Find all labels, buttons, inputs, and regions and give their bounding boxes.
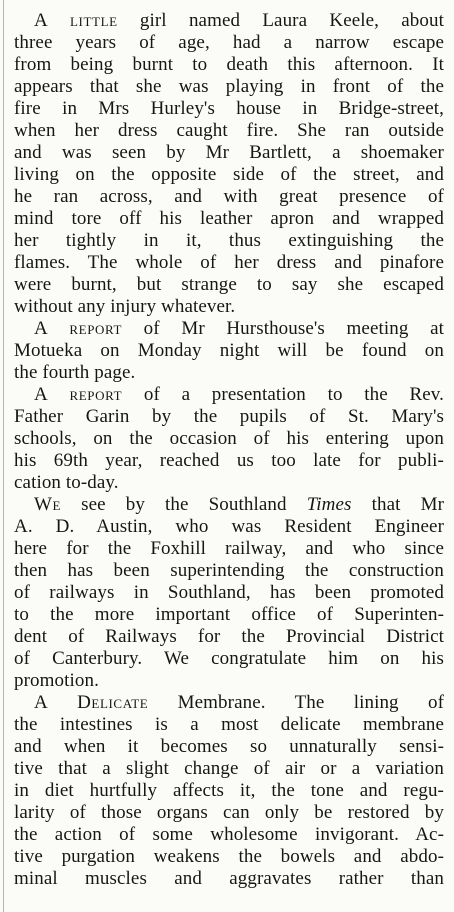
text-line: her tightly in it, thus extinguishing the (14, 230, 444, 251)
text-line: We see by the Southland Times that Mr (34, 494, 444, 515)
lead-in: A report (34, 318, 123, 339)
lead-in: A report (34, 384, 123, 405)
text-line: schools, on the occasion of his entering upon (14, 428, 444, 449)
text-line: then has been superintending the construction (14, 560, 444, 581)
text-line: the fourth page. (14, 362, 136, 383)
text-line: his 69th year, reached us too late for publi- (14, 450, 444, 471)
text-line: here for the Foxhill railway, and who since (14, 538, 444, 559)
text-line: dent of Railways for the Provincial District (14, 626, 444, 647)
text-line: without any injury whatever. (14, 296, 236, 317)
text-line: the intestines is a most delicate membrane (14, 714, 444, 735)
text-line: larity of those organs can only be restored by (14, 802, 444, 823)
text-line: when her dress caught fire. She ran outside (14, 120, 444, 141)
text-line: were burnt, but strange to say she escaped (14, 274, 444, 295)
text-line: flames. The whole of her dress and pinafore (14, 252, 444, 273)
paragraph-laura-keele (14, 10, 444, 318)
text-line: to the more important office of Superinten- (14, 604, 444, 625)
paragraph-austin-promotion (14, 494, 444, 692)
lead-in: A little (34, 10, 118, 31)
lead-in: We (34, 494, 62, 515)
newspaper-title: Times (306, 494, 352, 515)
text-line: the action of some wholesome invigorant. Ac- (14, 824, 444, 845)
paragraph-hursthouse-meeting (14, 318, 444, 384)
text-line: from being burnt to death this afternoon. It (14, 54, 444, 75)
text-line: A report of Mr Hursthouse's meeting at (34, 318, 444, 339)
text-line: three years of age, had a narrow escape (14, 32, 444, 53)
column-rule (3, 0, 4, 912)
text-line: cation to-day. (14, 472, 119, 493)
lead-in: A Delicate (34, 692, 149, 713)
paragraph-father-garin (14, 384, 444, 494)
text-line: A report of a presentation to the Rev. (34, 384, 444, 405)
article-column (14, 0, 444, 890)
text-line: Father Garin by the pupils of St. Mary's (14, 406, 444, 427)
text-line: promotion. (14, 670, 99, 691)
text-line: he ran across, and with great presence of (14, 186, 444, 207)
text-line: and when it becomes so unnaturally sensi- (14, 736, 444, 757)
text-line: mind tore off his leather apron and wrapped (14, 208, 444, 229)
text-line: of Canterbury. We congratulate him on his (14, 648, 444, 669)
text-line: Motueka on Monday night will be found on (14, 340, 444, 361)
text-line: appears that she was playing in front of the (14, 76, 444, 97)
text-line: living on the opposite side of the street, and (14, 164, 444, 185)
text-line: tive purgation weakens the bowels and abdo- (14, 846, 444, 867)
text-line: A. D. Austin, who was Resident Engineer (14, 516, 444, 537)
text-line: of railways in Southland, has been promoted (14, 582, 444, 603)
text-line: fire in Mrs Hurley's house in Bridge-street, (14, 98, 444, 119)
text-line: tive that a slight change of air or a variation (14, 758, 444, 779)
text-line: and was seen by Mr Bartlett, a shoemaker (14, 142, 444, 163)
text-line: minal muscles and aggravates rather than (14, 868, 444, 889)
text-line: in diet hurtfully affects it, the tone and regu- (14, 780, 444, 801)
text-line: A little girl named Laura Keele, about (34, 10, 444, 31)
text-line: A Delicate Membrane. The lining of (34, 692, 444, 713)
paragraph-delicate-membrane (14, 692, 444, 890)
